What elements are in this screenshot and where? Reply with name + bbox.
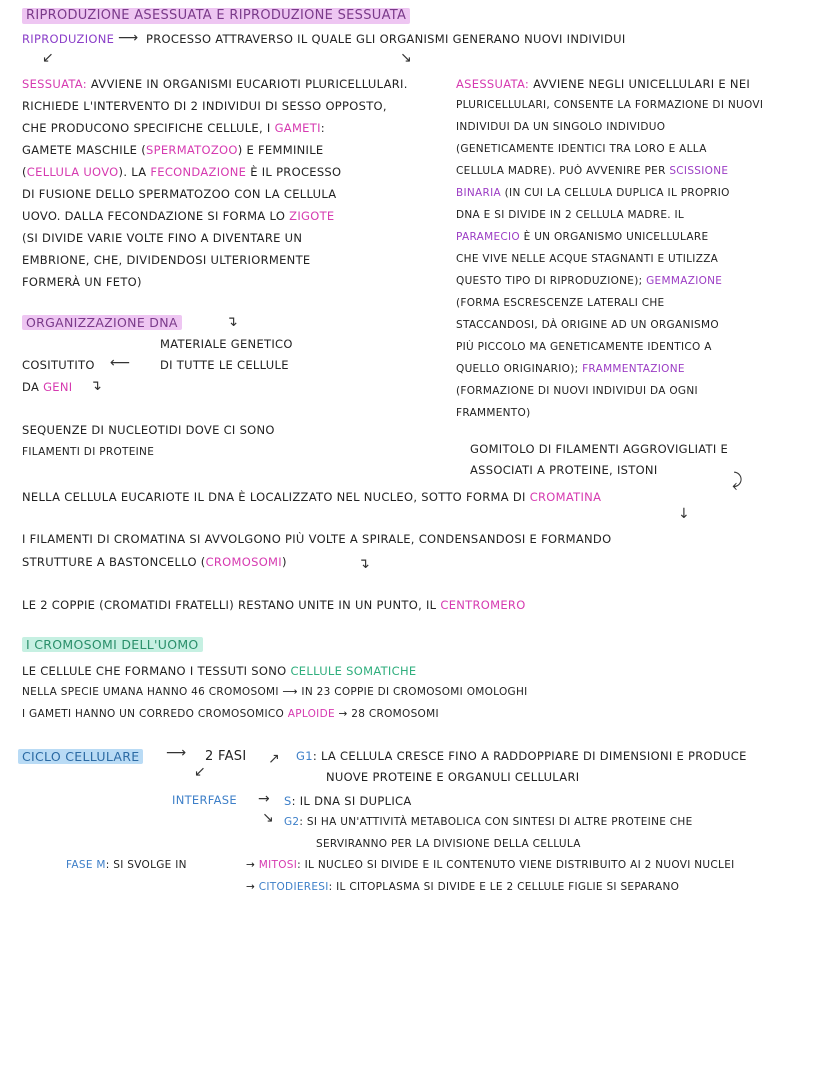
arrow-right-icon: ⟶ xyxy=(166,745,187,761)
arrow-down-icon: ↘ xyxy=(400,50,413,66)
riproduzione-definition: PROCESSO ATTRAVERSO IL QUALE GLI ORGANISMI GENERANO NUOVI INDIVIDUI xyxy=(146,32,626,46)
frammentazione-term: FRAMMENTAZIONE xyxy=(582,363,685,375)
fase-m-label: FASE M xyxy=(66,859,106,871)
cellule-somatiche-term: CELLULE SOMATICHE xyxy=(290,664,417,678)
arrow-up-icon: ↗ xyxy=(268,751,281,767)
sessuata-term: SESSUATA: xyxy=(22,77,87,91)
cellula-uovo-term: CELLULA UOVO xyxy=(26,165,119,179)
scissione-term: SCISSIONE xyxy=(669,165,729,177)
g2-label: G2 xyxy=(284,816,300,828)
centromero-term: CENTROMERO xyxy=(440,598,526,612)
istoni-line: ASSOCIATI A PROTEINE, ISTONI xyxy=(470,463,658,477)
g1-text2: NUOVE PROTEINE E ORGANULI CELLULARI xyxy=(326,770,580,784)
arrow-right-icon: → xyxy=(246,881,256,893)
page-title: RIPRODUZIONE ASESSUATA E RIPRODUZIONE SESSUATA xyxy=(22,8,410,24)
gomitolo-line: GOMITOLO DI FILAMENTI AGGROVIGLIATI E xyxy=(470,442,729,456)
gameti-term: GAMETI xyxy=(274,121,321,135)
arrow-down-icon: ↙ xyxy=(194,764,207,780)
cromosomi-term: CROMOSOMI xyxy=(205,555,282,569)
arrow-down-icon: ↴ xyxy=(226,314,239,330)
arrow-right-icon: → xyxy=(246,859,256,871)
paramecio-term: PARAMECIO xyxy=(456,231,520,243)
ciclo-heading: CICLO CELLULARE xyxy=(18,749,143,764)
arrow-icon: ⟶ xyxy=(118,30,139,46)
gemmazione-term: GEMMAZIONE xyxy=(646,275,723,287)
asessuata-term: ASESSUATA: xyxy=(456,77,530,91)
arrow-left-icon: ⟵ xyxy=(110,355,131,371)
due-fasi: 2 FASI xyxy=(205,749,247,764)
zigote-term: ZIGOTE xyxy=(289,209,335,223)
filamenti-line: I FILAMENTI DI CROMATINA SI AVVOLGONO PIÙ VOLTE A SPIRALE, CONDENSANDOSI E FORMANDO xyxy=(22,532,612,546)
curved-arrow-icon: ⤸ xyxy=(732,470,744,491)
dna-heading: ORGANIZZAZIONE DNA xyxy=(22,315,182,330)
arrow-right-icon: ⟶ xyxy=(282,686,298,698)
arrow-down-icon: ↓ xyxy=(678,506,691,522)
materiale-genetico: MATERIALE GENETICO xyxy=(160,337,293,351)
aploide-term: APLOIDE xyxy=(287,708,335,720)
riproduzione-term: RIPRODUZIONE xyxy=(22,32,115,46)
citodieresi-term: CITODIERESI xyxy=(258,881,329,893)
tutte-le-cellule: DI TUTTE LE CELLULE xyxy=(160,358,289,372)
mitosi-term: MITOSI xyxy=(258,859,298,871)
arrow-right-icon: → xyxy=(258,791,271,807)
arrow-down-right-icon: ↘ xyxy=(262,810,275,826)
filamenti-proteine: FILAMENTI DI PROTEINE xyxy=(22,446,155,458)
g1-label: G1 xyxy=(296,749,313,763)
fecondazione-term: FECONDAZIONE xyxy=(150,165,247,179)
g2-text2: SERVIRANNO PER LA DIVISIONE DELLA CELLULA xyxy=(316,838,581,850)
interfase-label: INTERFASE xyxy=(172,793,237,807)
costituito: COSITUTITO xyxy=(22,358,95,372)
geni-term: GENI xyxy=(43,380,73,394)
arrow-down-icon: ↴ xyxy=(358,556,371,572)
spermatozoo-term: SPERMATOZOO xyxy=(146,143,238,157)
arrow-down-icon: ↴ xyxy=(90,378,103,394)
arrow-right-icon: → xyxy=(338,708,348,720)
cromosomi-heading: I CROMOSOMI DELL'UOMO xyxy=(22,637,203,652)
cromatina-term: CROMATINA xyxy=(529,490,602,504)
sequenze-line: SEQUENZE DI NUCLEOTIDI DOVE CI SONO xyxy=(22,423,275,437)
s-label: S xyxy=(284,794,292,808)
binaria-term: BINARIA xyxy=(456,187,502,199)
arrow-down-icon: ↙ xyxy=(42,50,55,66)
